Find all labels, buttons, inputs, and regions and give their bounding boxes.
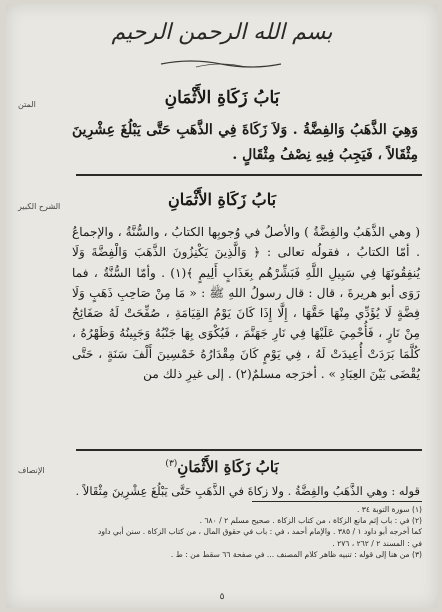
footnote: في : المسند ٢ / ٢٦٢ ، ٢٧٦ .: [332, 538, 422, 548]
sharh-heading: بَابُ زَكَاةِ الأَثْمَانِ: [167, 190, 277, 209]
footnote-divider: [252, 501, 422, 502]
book-page: [6, 4, 438, 608]
insaf-heading: [6, 458, 438, 476]
footnote-marker: (٣): [165, 459, 178, 469]
footnote: (١) سورة التوبة ٣٤ .: [356, 505, 422, 514]
basmala-flourish: [156, 56, 286, 70]
page-number: ٥: [219, 592, 225, 602]
sharh-margin-label: الشرح الكبير: [18, 202, 61, 211]
section-divider: [76, 449, 422, 451]
matn-text: وَهِيَ الذَّهَبُ وَالفِضَّةُ . وَلاَ زَكَاةَ فِي الذَّهَبِ حَتَّى يَبْلُغَ عِشْرِينَ مِثْقَالاً ، فَيَجِبُ فِيهِ نِصْفُ مِثْقَالٍ .: [72, 122, 418, 163]
footnote: كما أخرجه أبو داود ١ / ٣٨٥ . والإمام أحمد ، في : باب في حقوق المال ، من كتاب الزكاة . سنن أبي داود: [97, 527, 422, 537]
matn-heading: بَابُ زَكَاةِ الأَثْمَانِ: [164, 88, 280, 108]
insaf-text: قوله : وهي الذَّهَبُ والفِضَّةُ . ولا زكاةَ في الذَّهَبِ حَتَّى يَبْلُغَ عِشْرِينَ مِثْقَالاً .: [75, 484, 420, 498]
basmala: بسم الله الرحمن الرحيم: [111, 20, 333, 45]
matn-margin-label: المتن: [18, 100, 36, 109]
insaf-heading-text: بَابُ زَكَاةِ الأَثْمَانِ: [177, 458, 279, 476]
footnote: (٢) في : باب إثم مانع الزكاة ، من كتاب الزكاة . صحيح مسلم ٢ / ٦٨٠ .: [199, 516, 422, 526]
sharh-text: ( وهي الذَّهَبُ والفِضَّةُ ) والأصلُ في وُجوبِها الكتابُ ، والسُّنَّةُ ، والإجماعُ . أمّا الكتابُ ، فقولُه تعالى : ﴿ وَالَّذِينَ يَكْنِزُونَ الذَّهَبَ وَالْفِضَّةَ وَلَا يُنفِقُونَهَا فِي سَبِيلِ اللَّهِ فَبَشِّرْهُم بِعَذَابٍ أَلِيمٍ ﴾(١) . وأمّا السُّنَّةُ ، فما رَوَى أبو هريرةَ ، قال : قال رسولُ اللهِ ﷺ : « مَا مِنْ صَاحِبِ ذَهَبٍ وَلَا فِضَّةٍ لَا يُؤَدِّي مِنْهَا حَقَّهَا ، إِلَّا إِذَا كَانَ يَوْمُ القِيَامَةِ ، صُفِّحَتْ لَهُ صَفَائِحُ مِنْ نَارٍ ، فَأُحْمِيَ عَلَيْهَا فِي نَارِ جَهَنَّمَ ، فَيُكْوَى بِهَا جَنْبُهُ وَجَبِينُهُ وَظَهْرُهُ ، كُلَّمَا بَرَدَتْ أُعِيدَتْ لَهُ ، فِي يَوْمٍ كَانَ مِقْدَارُهُ خَمْسِينَ أَلْفَ سَنَةٍ ، حَتَّى يُقْضَى بَيْنَ العِبَادِ » . أخرَجه مسلمٌ(٢) . إلى غيرِ ذلك من: [72, 225, 420, 382]
footnote: (٣) من هنا إلى قوله : تنبيه ظاهر كلام المصنف ... في صفحة ٦٦ سقط من : ط .: [170, 549, 422, 559]
footnotes: [30, 504, 422, 560]
insaf-margin-label: الإنصاف: [18, 466, 45, 475]
section-divider: [76, 174, 422, 176]
